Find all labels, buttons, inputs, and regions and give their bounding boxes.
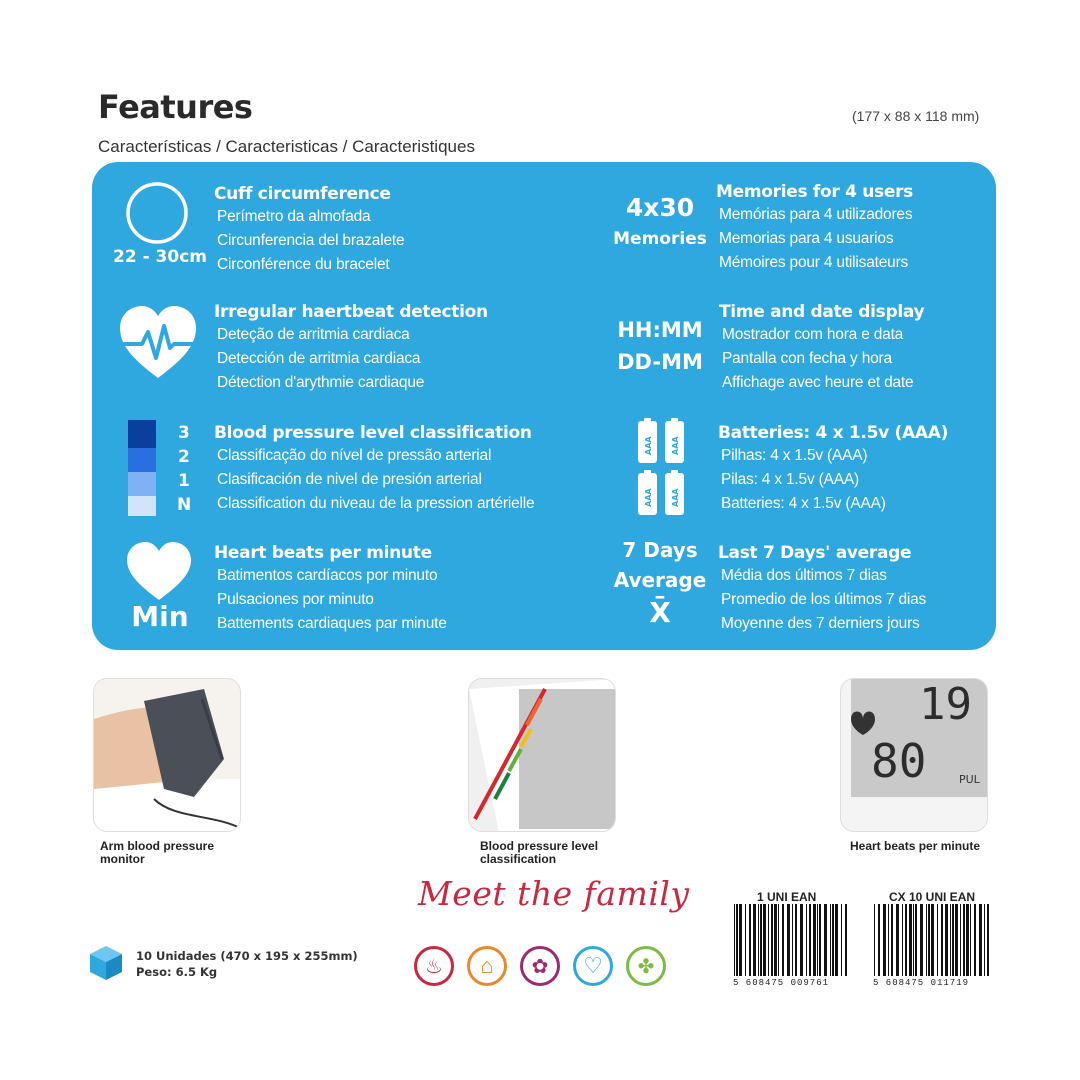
level-label-n: N [177,495,192,515]
level-label-1: 1 [178,471,190,491]
feature-heading: Memories for 4 users [716,182,913,202]
barcode-bar [745,904,746,976]
barcode-bar [739,904,742,976]
feature-line: Deteção de arritmia cardiaca [217,326,410,343]
feature-line: Pilas: 4 x 1.5v (AAA) [721,471,859,488]
barcode-bar [955,904,958,976]
ean1-label: 1 UNI EAN [757,890,817,904]
barcode-bar [792,904,793,976]
photo-arm-monitor [93,678,241,832]
memories-icon-label: Memories [613,229,707,249]
barcode-bar [830,904,831,976]
feature-line: Batimentos cardíacos por minuto [217,567,438,584]
photo-caption: Heart beats per minute [850,839,981,853]
feature-line: Detección de arritmia cardiaca [217,350,421,367]
barcode-bar [819,904,821,976]
feature-line: Promedio de los últimos 7 dias [721,591,927,608]
feature-heading: Blood pressure level classification [214,423,532,443]
level-bar-1 [128,472,156,496]
barcode-bar [832,904,834,976]
barcode-bar [952,904,954,976]
cuff-range-label: 22 - 30cm [113,247,207,267]
barcode-bar [913,904,914,976]
avg-label: Average [613,568,707,592]
barcode-bar [760,904,762,976]
memories-icon-value: 4x30 [625,193,695,222]
barcode-bar [771,904,773,976]
barcode-bar [774,904,777,976]
feature-heading: Cuff circumference [214,184,391,204]
box-icon [86,942,126,982]
barcode-bar [806,904,807,976]
ean2-label: CX 10 UNI EAN [889,890,976,904]
feature-line: Battements cardiaques par minute [217,615,447,632]
feature-line: Pulsaciones por minuto [217,591,374,608]
device-level-illustration [469,679,616,832]
barcode-bar [845,904,847,976]
photo-bp-classification [468,678,616,832]
feature-line: Moyenne des 7 derniers jours [721,615,920,632]
feature-heading: Batteries: 4 x 1.5v (AAA) [718,423,949,443]
feature-line: Pantalla con fecha y hora [722,350,892,367]
barcode-bar [970,904,971,976]
feature-cuff [214,183,404,277]
barcode-bar [920,904,923,976]
avg-days-label: 7 Days [622,538,698,562]
level-bar-2 [128,448,156,472]
feature-line: Circunferencia del brazalete [217,232,405,249]
feature-heartbeats [214,542,447,636]
feature-line: Batteries: 4 x 1.5v (AAA) [721,495,886,512]
barcode-bar [941,904,943,976]
box-units: 10 Unidades (470 x 195 x 255mm) [136,949,358,963]
barcode-bar [749,904,751,976]
barcode-bar [888,904,889,976]
feature-bp-level [214,422,534,516]
ean2-number: 5 608475 011719 [873,978,970,988]
fan-icon: ✤ [626,946,666,986]
heart-icon [124,540,194,602]
barcode-ean2 [872,904,992,982]
feature-7day-average [718,542,926,636]
barcode-bar [905,904,907,976]
feature-line: Pilhas: 4 x 1.5v (AAA) [721,447,868,464]
feature-heading: Heart beats per minute [214,543,432,563]
feature-line: Classificação do nível de pressão arterial [217,447,492,464]
lcd-display-illustration [841,679,988,832]
feature-heading: Irregular haertbeat detection [214,302,488,322]
feature-line: Classification du niveau de la pression artérielle [217,495,535,512]
ean1-number: 5 608475 009761 [733,978,830,988]
barcode-bar [928,904,930,976]
barcode-bar [841,904,842,976]
feature-line: Mémoires pour 4 utilisateurs [719,254,909,271]
barcode-bar [909,904,912,976]
photo-caption: Arm blood pressure monitor [100,839,215,866]
barcode-bar [800,904,803,976]
page-title: Features [98,88,253,126]
barcode-bar [824,904,827,976]
feature-memories [716,181,913,275]
time-icon-label: HH:MM [617,318,703,342]
barcode-bar [817,904,818,976]
battery-label: AAA [671,488,680,507]
feature-line: Perímetro da almofada [217,208,371,225]
family-icons [414,946,666,986]
battery-icon [634,418,688,518]
photo-heart-beats [840,678,988,832]
level-label-2: 2 [178,447,190,467]
barcode-bar [878,904,880,976]
barcode-bar [926,904,927,976]
product-dimensions: (177 x 88 x 118 mm) [852,108,980,124]
gear-icon: ✿ [520,946,560,986]
barcode-bar [979,904,982,976]
barcode-bar [896,904,899,976]
feature-batteries [718,422,948,516]
feature-line: Affichage avec heure et date [722,374,914,391]
home-icon: ⌂ [467,946,507,986]
barcode-bar [950,904,951,976]
feature-line: Memórias para 4 utilizadores [719,206,913,223]
barcode-bar [945,904,948,976]
barcode-bar [915,904,917,976]
feature-heading: Time and date display [719,302,925,322]
feature-heading: Last 7 Days' average [718,543,912,563]
barcode-bar [787,904,790,976]
level-label-3: 3 [178,423,190,443]
barcode-bar [974,904,976,976]
heart-icon: ♡ [573,946,613,986]
box-weight: Peso: 6.5 Kg [136,965,218,979]
lcd-pulse-value: 80 [871,734,927,788]
circle-outline-icon [124,180,190,246]
barcode-bar [753,904,756,976]
feature-line: Memorias para 4 usuarios [719,230,894,247]
lcd-pulse-label: PUL [959,773,980,786]
barcode-bar [795,904,797,976]
battery-label: AAA [671,436,680,455]
level-bar-3 [128,420,156,448]
feature-line: Détection d'arythmie cardiaque [217,374,425,391]
barcode-bar [734,904,735,976]
barcode-bar [736,904,738,976]
lcd-top-value: 19 [919,679,972,730]
battery-label: AAA [644,436,653,455]
min-label: Min [131,600,189,633]
heart-pulse-icon [116,302,200,382]
barcode-ean1 [732,904,852,982]
barcode-bar [966,904,969,976]
feature-line: Média dos últimos 7 dias [721,567,887,584]
level-bar-n [128,496,156,516]
barcode-bar [931,904,934,976]
date-icon-label: DD-MM [617,350,703,374]
mean-x-icon: X̄ [649,596,671,629]
box-info [136,948,358,980]
barcode-bar [891,904,893,976]
barcode-bar [778,904,779,976]
barcode-bar [883,904,886,976]
barcode-bar [963,904,965,976]
battery-label: AAA [644,488,653,507]
feature-arrhythmia [214,301,488,395]
barcode-bar [813,904,816,976]
barcode-bar [782,904,784,976]
feature-line: Circonférence du bracelet [217,256,390,273]
barcode-bar [763,904,766,976]
barcode-bar [768,904,769,976]
feature-line: Clasificación de nivel de presión arterial [217,471,482,488]
barcode-bar [835,904,838,976]
barcode-bar [874,904,875,976]
chef-icon: ♨ [414,946,454,986]
barcode-bar [984,904,985,976]
barcode-bar [937,904,938,976]
barcode-bar [902,904,903,976]
feature-line: Mostrador com hora e data [722,326,904,343]
barcode-bar [758,904,759,976]
photo-caption: Blood pressure level classification [480,839,599,866]
barcode-bar [809,904,811,976]
meet-the-family-text: Meet the family [418,874,690,913]
barcode-bar [960,904,961,976]
barcode-bar [987,904,989,976]
page-subtitle: Características / Caracteristicas / Caracteristiques [98,137,475,156]
feature-time-date [719,301,924,395]
arm-cuff-illustration [94,679,241,832]
